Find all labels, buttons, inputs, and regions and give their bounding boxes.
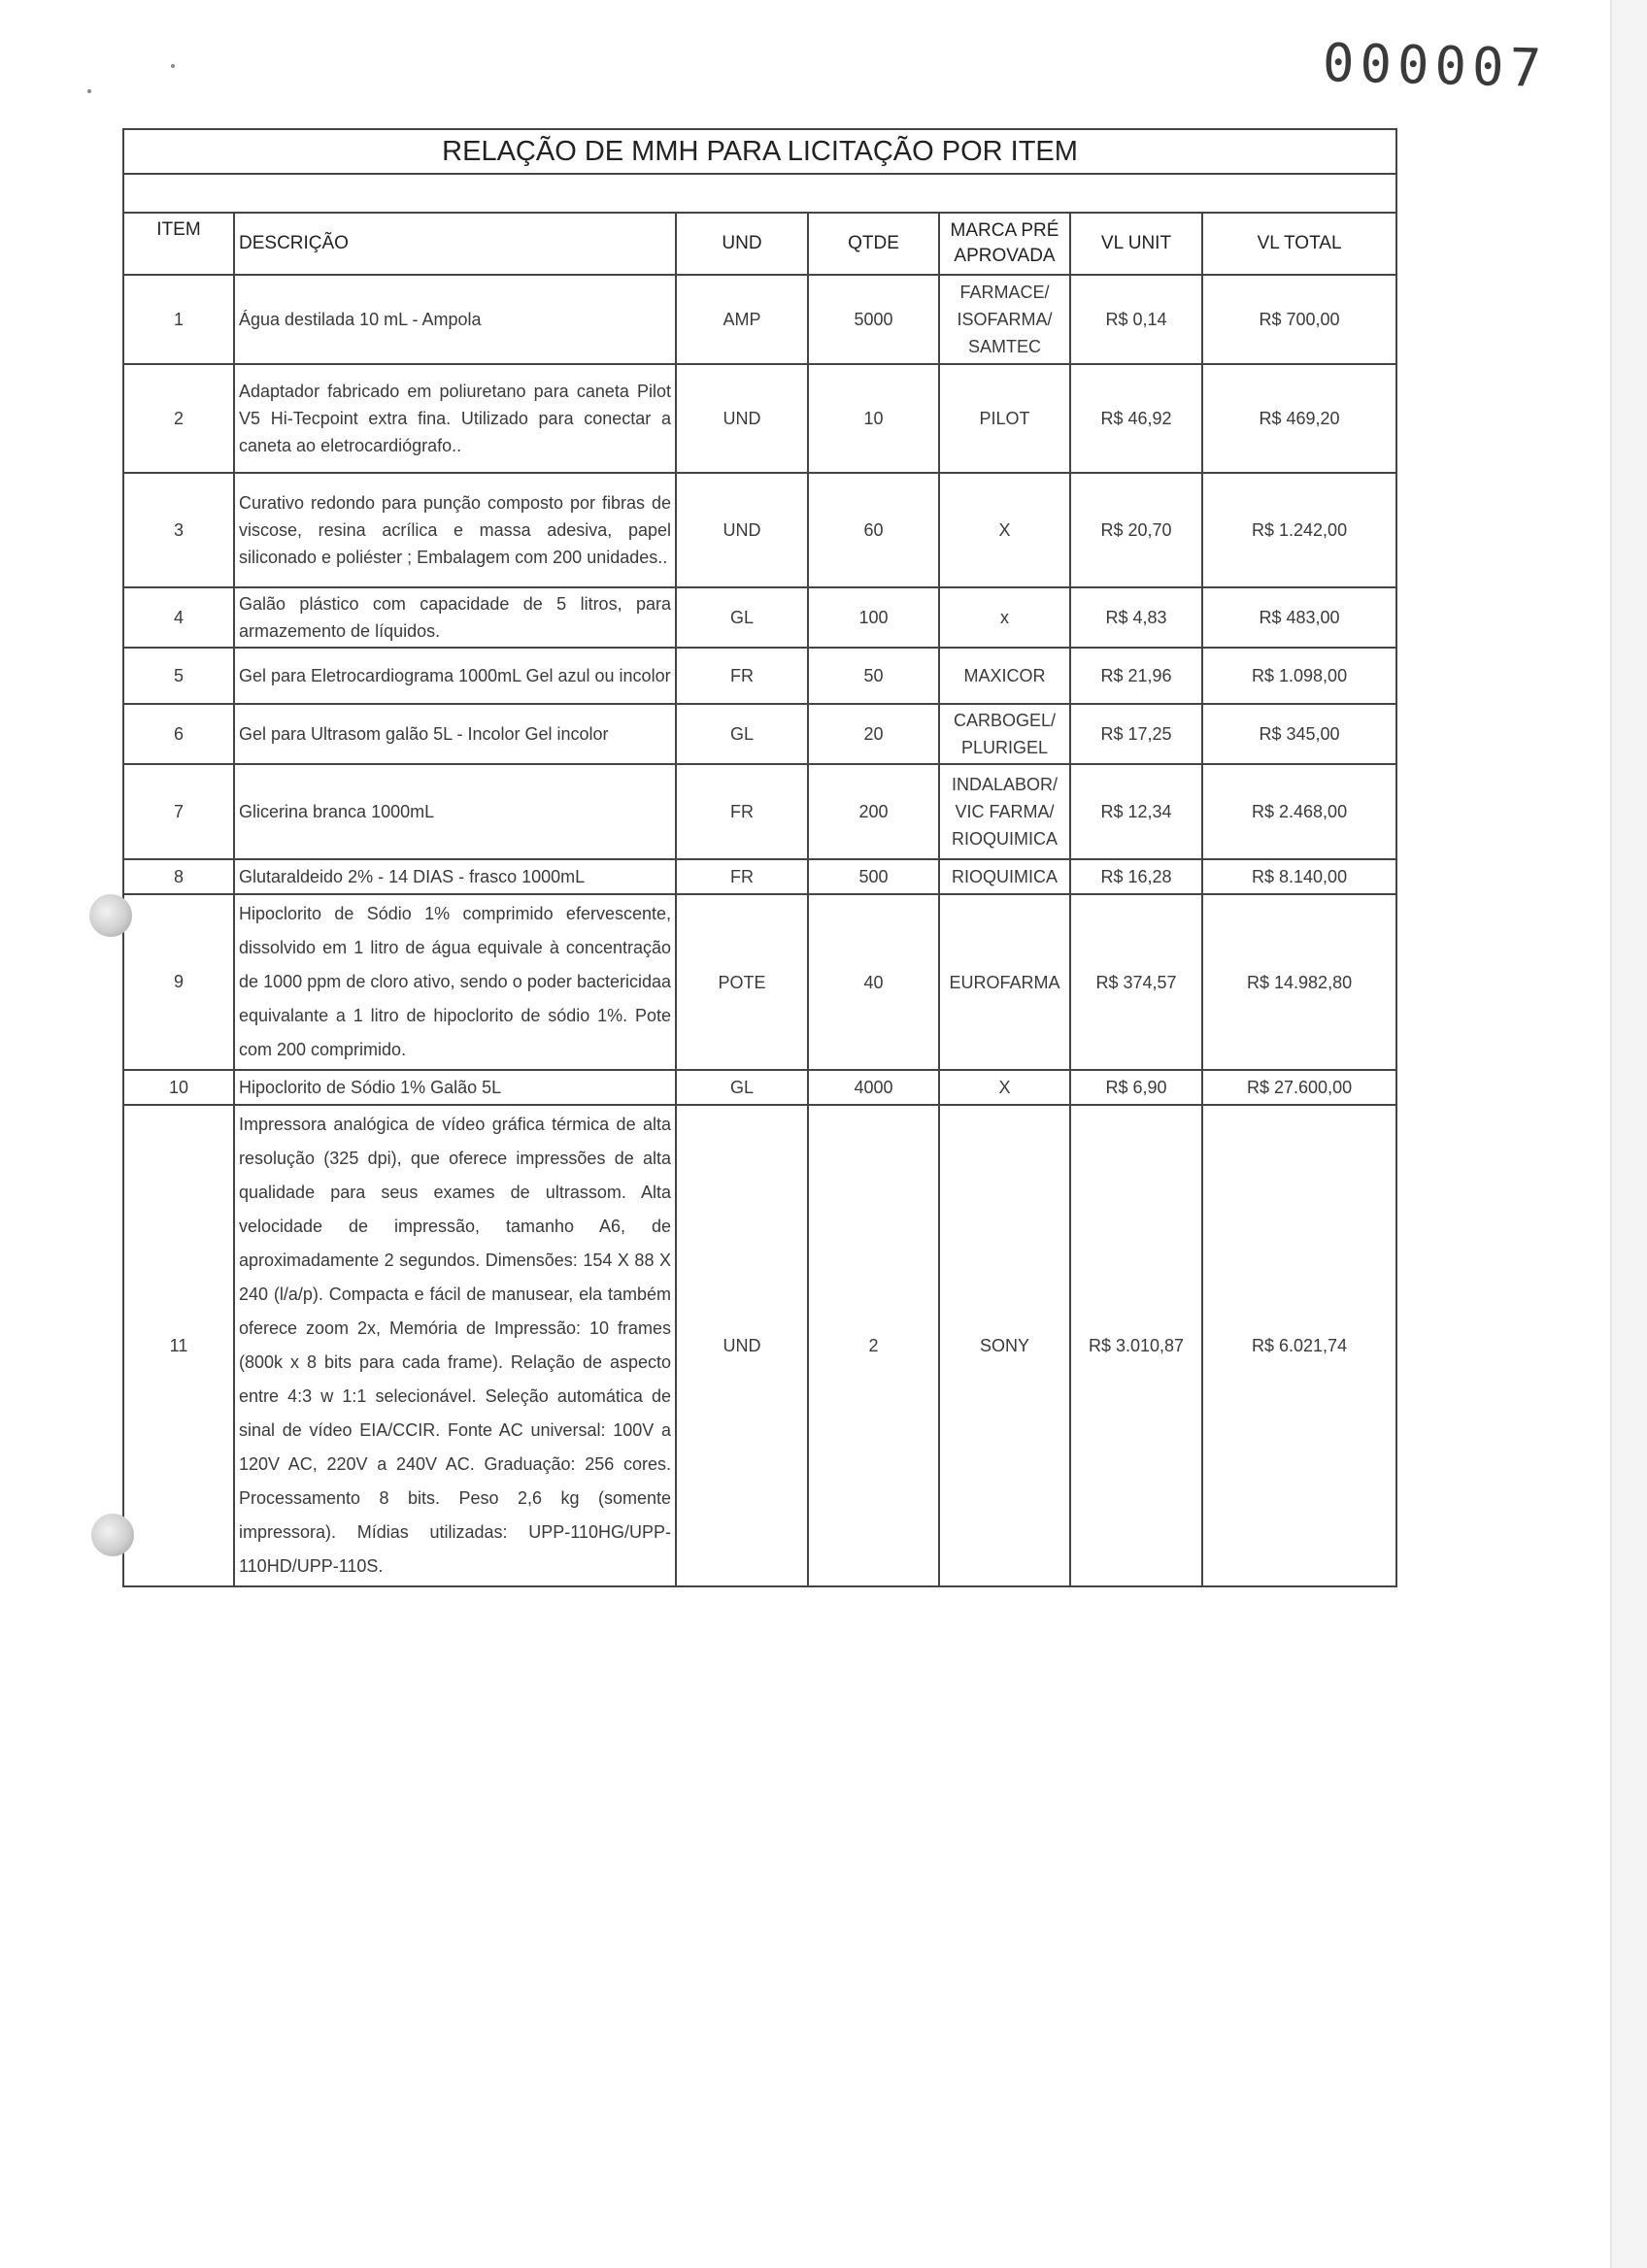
- cell-qtde: 10: [808, 364, 939, 473]
- cell-descricao: Gel para Ultrasom galão 5L - Incolor Gel incolor: [234, 704, 676, 764]
- blank-row: [123, 174, 1396, 213]
- header-row: [123, 213, 1396, 275]
- table-row: [123, 764, 1396, 859]
- cell-marca: INDALABOR/ VIC FARMA/ RIOQUIMICA: [939, 764, 1070, 859]
- cell-vl-unit: R$ 4,83: [1070, 587, 1202, 648]
- cell-und: GL: [676, 704, 808, 764]
- cell-qtde: 200: [808, 764, 939, 859]
- cell-qtde: 20: [808, 704, 939, 764]
- cell-vl-total: R$ 14.982,80: [1202, 894, 1396, 1070]
- punch-hole: [91, 1514, 134, 1556]
- cell-marca: X: [939, 473, 1070, 587]
- table-title: RELAÇÃO DE MMH PARA LICITAÇÃO POR ITEM: [123, 129, 1396, 174]
- scan-edge: [1610, 0, 1647, 2268]
- cell-vl-unit: R$ 17,25: [1070, 704, 1202, 764]
- cell-descricao: Glicerina branca 1000mL: [234, 764, 676, 859]
- table-row: [123, 1105, 1396, 1586]
- cell-item: 3: [123, 473, 234, 587]
- cell-und: UND: [676, 364, 808, 473]
- scan-speck: [171, 64, 175, 68]
- cell-vl-total: R$ 1.242,00: [1202, 473, 1396, 587]
- cell-vl-total: R$ 700,00: [1202, 275, 1396, 364]
- cell-vl-unit: R$ 12,34: [1070, 764, 1202, 859]
- header-marca: MARCA PRÉ APROVADA: [939, 213, 1070, 275]
- table-row: [123, 859, 1396, 894]
- table-row: [123, 648, 1396, 704]
- header-vl-unit: VL UNIT: [1070, 213, 1202, 275]
- cell-vl-unit: R$ 374,57: [1070, 894, 1202, 1070]
- cell-vl-total: R$ 6.021,74: [1202, 1105, 1396, 1586]
- cell-vl-unit: R$ 20,70: [1070, 473, 1202, 587]
- cell-marca: PILOT: [939, 364, 1070, 473]
- cell-und: UND: [676, 1105, 808, 1586]
- cell-vl-total: R$ 8.140,00: [1202, 859, 1396, 894]
- cell-vl-total: R$ 2.468,00: [1202, 764, 1396, 859]
- cell-marca: CARBOGEL/ PLURIGEL: [939, 704, 1070, 764]
- cell-item: 4: [123, 587, 234, 648]
- cell-vl-total: R$ 27.600,00: [1202, 1070, 1396, 1105]
- cell-vl-total: R$ 469,20: [1202, 364, 1396, 473]
- cell-vl-total: R$ 483,00: [1202, 587, 1396, 648]
- cell-marca: MAXICOR: [939, 648, 1070, 704]
- page-number: 000007: [1322, 31, 1548, 100]
- cell-descricao: Gel para Eletrocardiograma 1000mL Gel azul ou incolor: [234, 648, 676, 704]
- cell-und: FR: [676, 764, 808, 859]
- cell-vl-unit: R$ 6,90: [1070, 1070, 1202, 1105]
- cell-und: FR: [676, 648, 808, 704]
- cell-qtde: 2: [808, 1105, 939, 1586]
- header-qtde: QTDE: [808, 213, 939, 275]
- cell-marca: SONY: [939, 1105, 1070, 1586]
- cell-vl-total: R$ 345,00: [1202, 704, 1396, 764]
- cell-marca: x: [939, 587, 1070, 648]
- cell-item: 11: [123, 1105, 234, 1586]
- header-vl-total: VL TOTAL: [1202, 213, 1396, 275]
- table-row: [123, 1070, 1396, 1105]
- scan-speck: [87, 89, 91, 93]
- cell-item: 9: [123, 894, 234, 1070]
- cell-vl-unit: R$ 46,92: [1070, 364, 1202, 473]
- cell-vl-unit: R$ 0,14: [1070, 275, 1202, 364]
- cell-qtde: 60: [808, 473, 939, 587]
- cell-vl-total: R$ 1.098,00: [1202, 648, 1396, 704]
- items-table: [122, 128, 1397, 1587]
- cell-marca: EUROFARMA: [939, 894, 1070, 1070]
- cell-item: 2: [123, 364, 234, 473]
- cell-qtde: 50: [808, 648, 939, 704]
- cell-descricao: Galão plástico com capacidade de 5 litros, para armazemento de líquidos.: [234, 587, 676, 648]
- cell-vl-unit: R$ 3.010,87: [1070, 1105, 1202, 1586]
- cell-descricao: Água destilada 10 mL - Ampola: [234, 275, 676, 364]
- cell-qtde: 100: [808, 587, 939, 648]
- cell-item: 8: [123, 859, 234, 894]
- cell-item: 10: [123, 1070, 234, 1105]
- cell-marca: RIOQUIMICA: [939, 859, 1070, 894]
- cell-und: GL: [676, 587, 808, 648]
- cell-descricao: Glutaraldeido 2% - 14 DIAS - frasco 1000mL: [234, 859, 676, 894]
- cell-item: 6: [123, 704, 234, 764]
- table-row: [123, 275, 1396, 364]
- cell-und: UND: [676, 473, 808, 587]
- cell-qtde: 5000: [808, 275, 939, 364]
- cell-vl-unit: R$ 21,96: [1070, 648, 1202, 704]
- cell-descricao: Adaptador fabricado em poliuretano para caneta Pilot V5 Hi-Tecpoint extra fina. Utilizado para conectar a caneta ao eletrocardiógrafo..: [234, 364, 676, 473]
- cell-qtde: 500: [808, 859, 939, 894]
- cell-und: AMP: [676, 275, 808, 364]
- table-row: [123, 704, 1396, 764]
- header-item: ITEM: [123, 213, 234, 275]
- cell-descricao: Curativo redondo para punção composto por fibras de viscose, resina acrílica e massa adesiva, papel siliconado e poliéster ; Embalagem com 200 unidades..: [234, 473, 676, 587]
- cell-qtde: 4000: [808, 1070, 939, 1105]
- header-descricao: DESCRIÇÃO: [234, 213, 676, 275]
- cell-descricao: Impressora analógica de vídeo gráfica térmica de alta resolução (325 dpi), que oferece impressões de alta qualidade para seus exames de ultrassom. Alta velocidade de impressão, tamanho A6, de aproximadamente 2 segundos. Dimensões: 154 X 88 X 240 (l/a/p). Compacta e fácil de manusear, ela também oferece zoom 2x, Memória de Impressão: 10 frames (800k x 8 bits para cada frame). Relação de aspecto entre 4:3 w 1:1 selecionável. Seleção automática de sinal de vídeo EIA/CCIR. Fonte AC universal: 100V a 120V AC, 220V a 240V AC. Graduação: 256 cores. Processamento 8 bits. Peso 2,6 kg (somente impressora). Mídias utilizadas: UPP-110HG/UPP-110HD/UPP-110S.: [234, 1105, 676, 1586]
- table-row: [123, 894, 1396, 1070]
- cell-qtde: 40: [808, 894, 939, 1070]
- table-row: [123, 587, 1396, 648]
- table-row: [123, 364, 1396, 473]
- cell-item: 5: [123, 648, 234, 704]
- cell-item: 7: [123, 764, 234, 859]
- cell-item: 1: [123, 275, 234, 364]
- cell-marca: FARMACE/ ISOFARMA/ SAMTEC: [939, 275, 1070, 364]
- cell-descricao: Hipoclorito de Sódio 1% Galão 5L: [234, 1070, 676, 1105]
- cell-und: GL: [676, 1070, 808, 1105]
- cell-marca: X: [939, 1070, 1070, 1105]
- cell-und: FR: [676, 859, 808, 894]
- cell-vl-unit: R$ 16,28: [1070, 859, 1202, 894]
- cell-descricao: Hipoclorito de Sódio 1% comprimido efervescente, dissolvido em 1 litro de água equivale à concentração de 1000 ppm de cloro ativo, sendo o poder bactericidaa equivalante a 1 litro de hipoclorito de sódio 1%. Pote com 200 comprimido.: [234, 894, 676, 1070]
- header-und: UND: [676, 213, 808, 275]
- cell-und: POTE: [676, 894, 808, 1070]
- table-row: [123, 473, 1396, 587]
- punch-hole: [89, 894, 132, 937]
